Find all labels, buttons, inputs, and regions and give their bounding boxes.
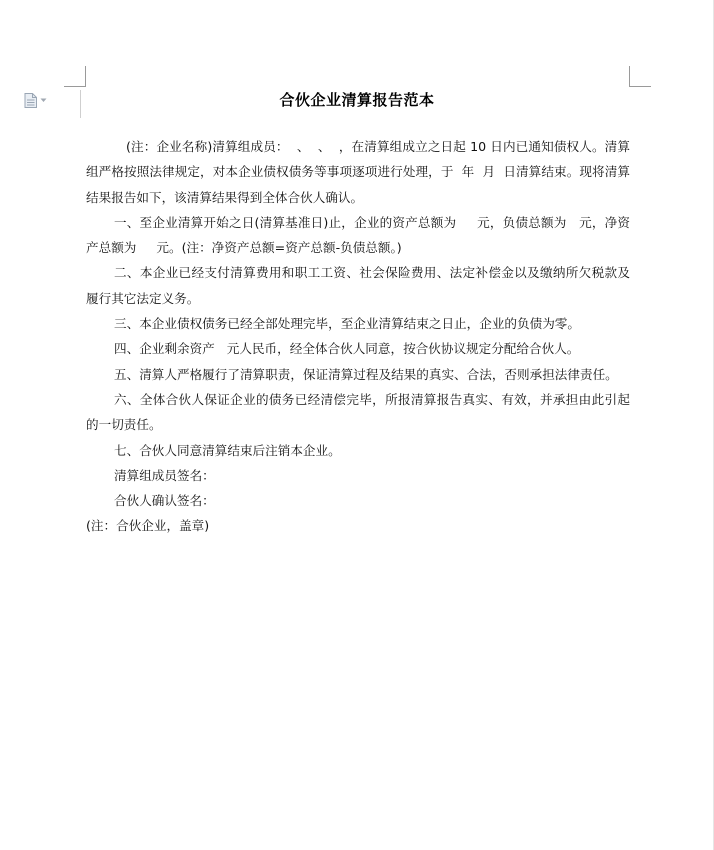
paragraph-item-6: 六、全体合伙人保证企业的债务已经清偿完毕，所报清算报告真实、有效，并承担由此引起的一切责任。 <box>86 391 630 433</box>
paragraph-item-2: 二、本企业已经支付清算费用和职工工资、社会保险费用、法定补偿金以及缴纳所欠税款及履行其它法定义务。 <box>86 265 630 306</box>
seal-note: (注：合伙企业，盖章) <box>86 518 210 534</box>
paragraph-item-3: 三、本企业债权债务已经全部处理完毕，至企业清算结束之日止，企业的负债为零。 <box>114 316 580 332</box>
signature-members-line: 清算组成员签名： <box>114 467 215 483</box>
crop-mark-top-right-horizontal <box>629 86 651 87</box>
crop-mark-top-left-horizontal <box>64 86 86 87</box>
paragraph-item-1: 一、至企业清算开始之日(清算基准日)止，企业的资产总额为 元，负债总额为 元，净资产总额为 元。(注：净资产总额=资产总额-负债总额。) <box>86 214 630 256</box>
paragraph-item-5: 五、清算人严格履行了清算职责，保证清算过程及结果的真实、合法，否则承担法律责任。 <box>114 366 618 382</box>
crop-mark-top-left <box>85 66 86 87</box>
signature-partners-line: 合伙人确认签名： <box>114 493 215 509</box>
document-body <box>86 134 630 539</box>
paragraph-item-4: 四、企业剩余资产 元人民币，经全体合伙人同意，按合伙协议规定分配给合伙人。 <box>114 341 580 357</box>
paragraph-intro: (注：企业名称)清算组成员： 、 、 ，在清算组成立之日起 10 日内已通知债权人。清算组严格按照法律规定，对本企业债权债务等事项逐项进行处理，于 年 月 日清算结束。现将清算结果报告如下，该清算结果得到全体合伙人确认。 <box>86 139 630 205</box>
document-title: 合伙企业清算报告范本 <box>279 91 435 109</box>
paragraph-item-7: 七、合伙人同意清算结束后注销本企业。 <box>114 442 341 458</box>
crop-mark-top-right <box>629 66 630 87</box>
